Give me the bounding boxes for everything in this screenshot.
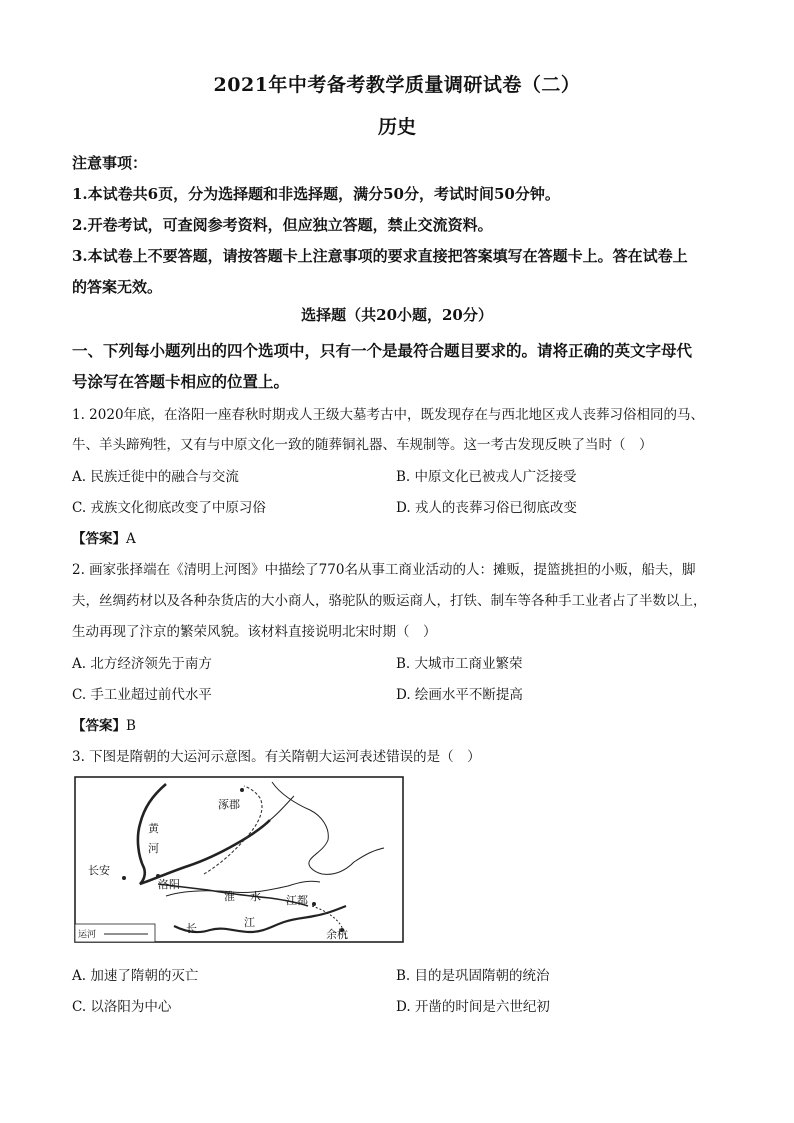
q1-option-b: B. 中原文化已被戎人广泛接受	[396, 469, 577, 485]
label-changan: 长安	[88, 864, 110, 877]
notice-item-2: 2.开卷考试，可查阅参考资料，但应独立答题，禁止交流资料。	[72, 216, 493, 234]
q2-line-1: 2. 画家张择端在《清明上河图》中描绘了770名从事工商业活动的人：摊贩，提篮挑担的小贩，船夫，脚	[72, 562, 696, 578]
q2-answer	[72, 714, 136, 734]
q2-line-2: 夫，丝绸药材以及各种杂货店的大小商人，骆驼队的贩运商人，打铁、制车等各种手工业者占了半数以上，	[72, 593, 707, 609]
jiangdu-dot	[312, 902, 316, 906]
q1-option-d: D. 戎人的丧葬习俗已彻底改变	[396, 500, 577, 516]
label-huai: 淮	[224, 890, 235, 903]
q3-option-a: A. 加速了隋朝的灭亡	[72, 968, 199, 984]
q2-line-3: 生动再现了汴京的繁荣风貌。该材料直接说明北宋时期（ ）	[72, 624, 437, 640]
label-yuhang: 余杭	[326, 928, 348, 941]
answer-value: A	[126, 531, 136, 547]
q1-line-2: 牛、羊头蹄殉牲，又有与中原文化一致的随葬铜礼器、车规制等。这一考古发现反映了当时（ ）	[72, 437, 653, 453]
section-instruction-line-1: 一、下列每小题列出的四个选项中，只有一个是最符合题目要求的。请将正确的英文字母代	[72, 341, 693, 360]
q2-option-a: A. 北方经济领先于南方	[72, 656, 212, 672]
notice-item-1: 1.本试卷共6页，分为选择题和非选择题，满分50分，考试时间50分钟。	[72, 185, 560, 203]
section-instruction-line-2: 号涂写在答题卡相应的位置上。	[72, 372, 290, 391]
label-luoyang: 洛阳	[158, 878, 180, 891]
exam-title: 2021年中考备考教学质量调研试卷（二）	[213, 74, 581, 96]
changan-dot	[122, 876, 126, 880]
grand-canal-map	[74, 776, 404, 943]
label-zhuojun: 涿郡	[218, 798, 240, 811]
q2-option-b: B. 大城市工商业繁荣	[396, 656, 523, 672]
notice-item-3-cont: 的答案无效。	[72, 278, 163, 296]
q1-line-1: 1. 2020年底，在洛阳一座春秋时期戎人王级大墓考古中，既发现存在与西北地区戎人丧葬习俗相同的马、	[72, 407, 705, 423]
label-chang: 长	[186, 922, 197, 935]
q3-option-c: C. 以洛阳为中心	[72, 999, 172, 1015]
q3-line-1: 3. 下图是隋朝的大运河示意图。有关隋朝大运河表述错误的是（ ）	[72, 749, 481, 765]
q2-option-d: D. 绘画水平不断提高	[396, 687, 523, 703]
section-title: 选择题（共20小题，20分）	[301, 306, 493, 324]
answer-label: 【答案】	[72, 531, 126, 547]
label-huang: 黄	[148, 822, 159, 835]
legend-label: 运河	[78, 930, 97, 940]
q3-option-b: B. 目的是巩固隋朝的统治	[396, 968, 550, 984]
label-jiangdu: 江都	[286, 894, 308, 907]
label-shui: 水	[250, 890, 261, 903]
label-he: 河	[148, 842, 159, 855]
notice-heading: 注意事项：	[72, 154, 148, 172]
answer-label: 【答案】	[72, 718, 126, 734]
zhuojun-dot	[240, 788, 244, 792]
answer-value: B	[126, 718, 136, 734]
q1-option-a: A. 民族迁徙中的融合与交流	[72, 469, 239, 485]
subject-title: 历史	[377, 116, 416, 138]
notice-item-3: 3.本试卷上不要答题，请按答题卡上注意事项的要求直接把答案填写在答题卡上。答在试卷上	[72, 247, 688, 265]
q1-answer	[72, 527, 136, 547]
q3-option-d: D. 开凿的时间是六世纪初	[396, 999, 550, 1015]
q2-option-c: C. 手工业超过前代水平	[72, 687, 212, 703]
q1-option-c: C. 戎族文化彻底改变了中原习俗	[72, 500, 266, 516]
label-jiang: 江	[244, 916, 255, 929]
